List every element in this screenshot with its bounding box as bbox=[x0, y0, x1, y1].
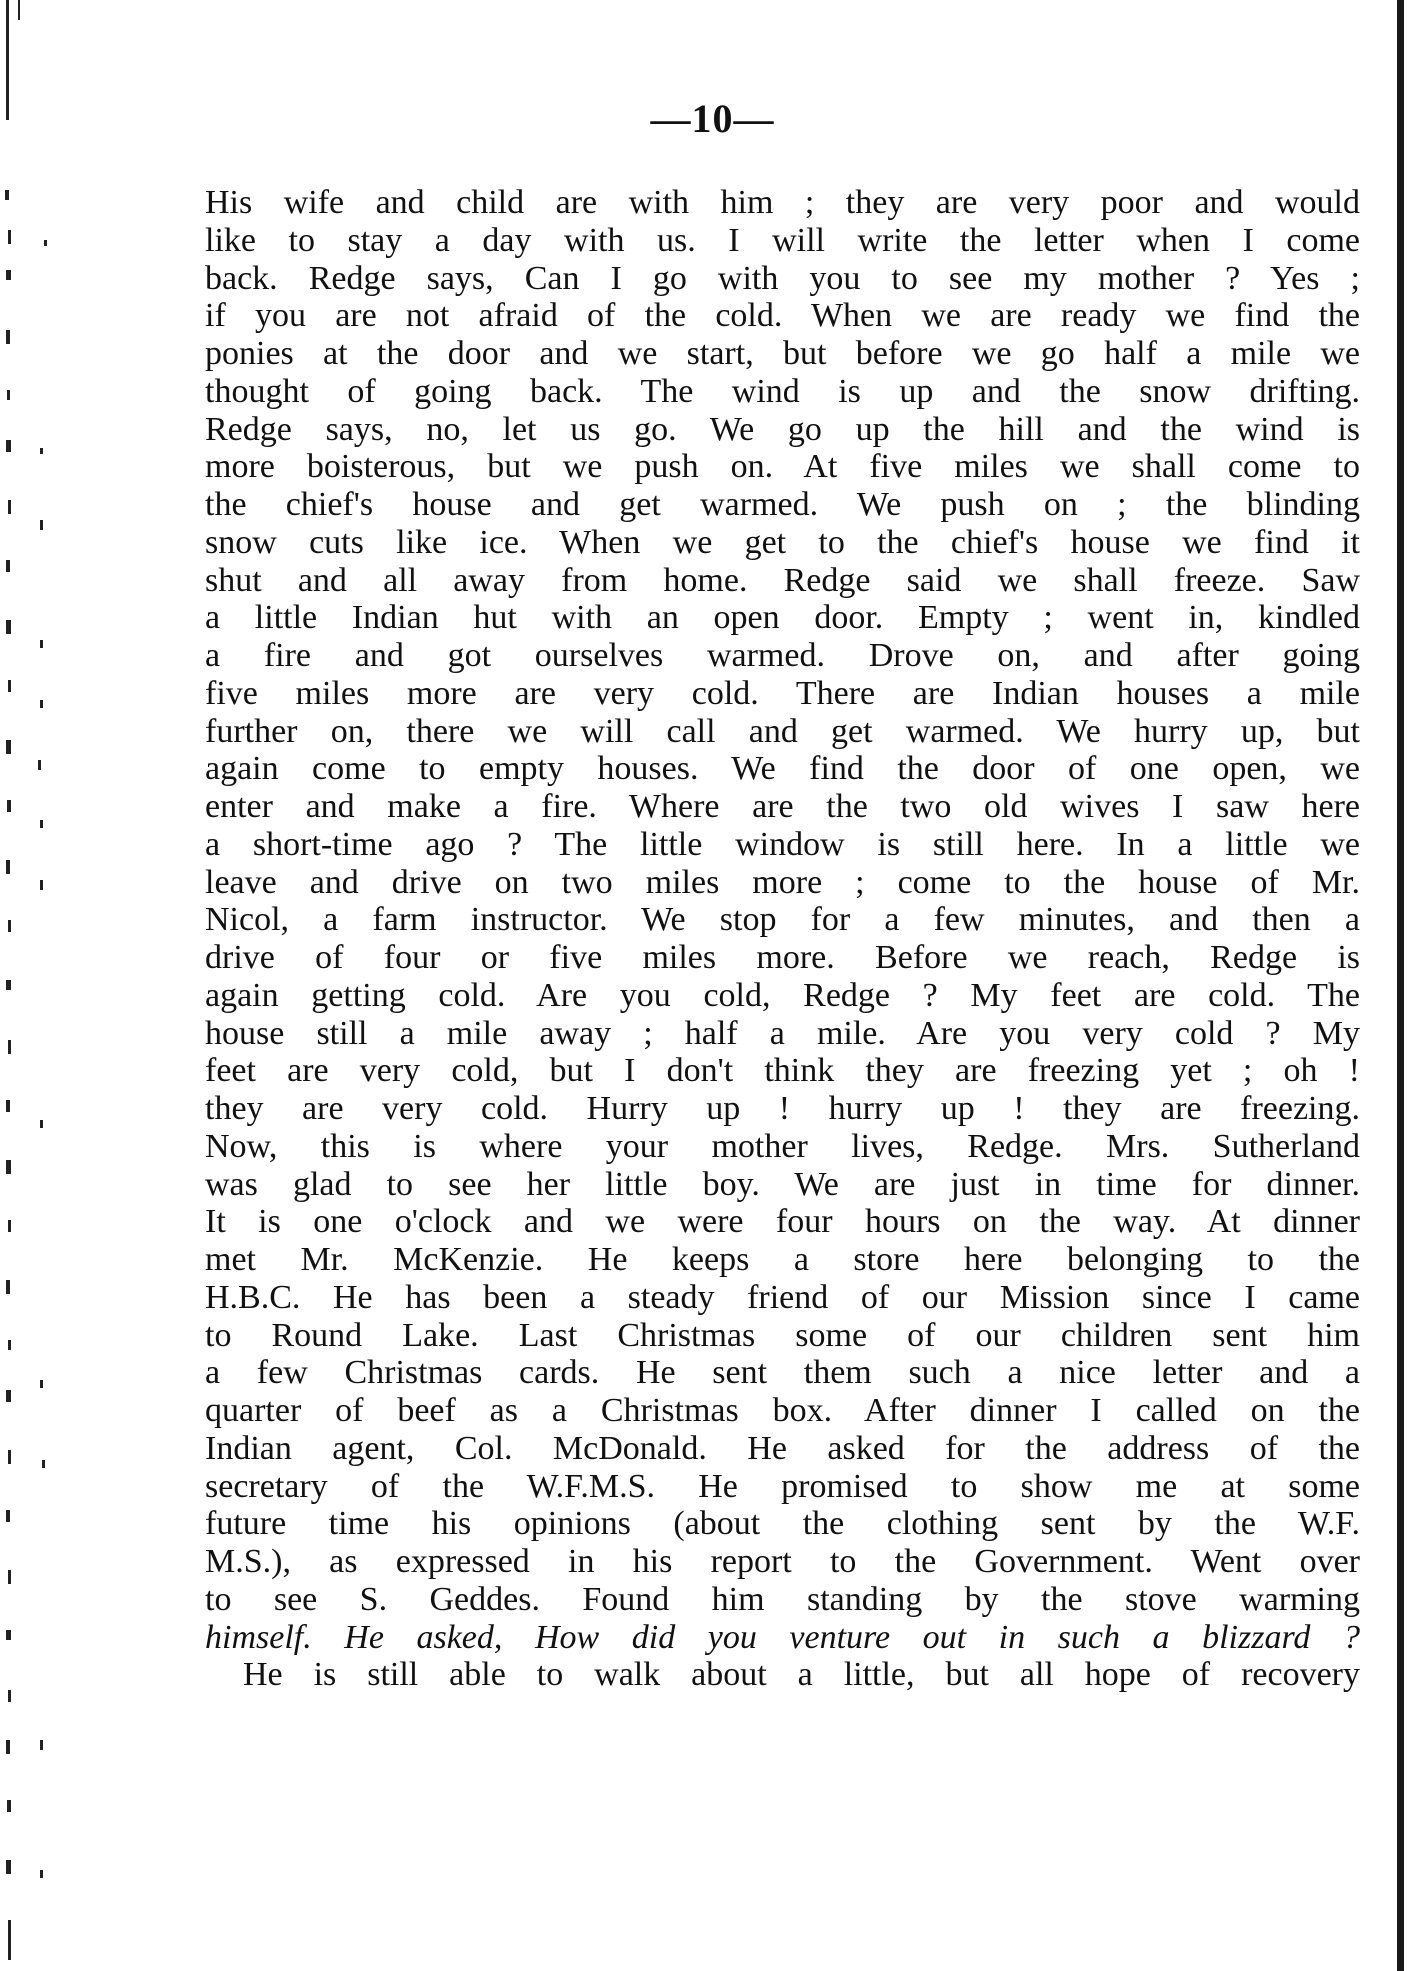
text-line: if you are not afraid of the cold. When we are ready we find the bbox=[205, 297, 1360, 335]
text-line: He is still able to walk about a little, but all hope of recovery bbox=[243, 1656, 1360, 1694]
text-line: feet are very cold, but I don't think they are freezing yet ; oh ! bbox=[205, 1052, 1360, 1090]
text-line: future time his opinions (about the clothing sent by the W.F. bbox=[205, 1505, 1360, 1543]
text-line: Now, this is where your mother lives, Redge. Mrs. Sutherland bbox=[205, 1127, 1360, 1165]
text-line: shut and all away from home. Redge said we shall freeze. Saw bbox=[205, 561, 1360, 599]
text-line: the chief's house and get warmed. We push on ; the blinding bbox=[205, 486, 1360, 523]
text-line: enter and make a fire. Where are the two old wives I saw here bbox=[205, 788, 1360, 825]
text-line: five miles more are very cold. There are Indian houses a mile bbox=[205, 674, 1360, 712]
text-line: thought of going back. The wind is up and the snow drifting. bbox=[205, 372, 1360, 410]
text-line: more boisterous, but we push on. At five miles we shall come to bbox=[205, 448, 1360, 486]
text-line: to Round Lake. Last Christmas some of our children sent him bbox=[205, 1316, 1360, 1354]
text-line: a little Indian hut with an open door. Empty ; went in, kindled bbox=[205, 599, 1360, 637]
text-line: like to stay a day with us. I will write the letter when I come bbox=[205, 221, 1360, 259]
text-line: they are very cold. Hurry up ! hurry up ! they are freezing. bbox=[205, 1090, 1360, 1127]
text-line: himself. He asked, How did you venture out in such a blizzard ? bbox=[205, 1618, 1360, 1656]
text-line: secretary of the W.F.M.S. He promised to show me at some bbox=[205, 1467, 1360, 1505]
body-text bbox=[205, 184, 1360, 1694]
text-line: snow cuts like ice. When we get to the chief's house we find it bbox=[205, 523, 1360, 561]
text-line: Nicol, a farm instructor. We stop for a few minutes, and then a bbox=[205, 901, 1360, 939]
text-line: further on, there we will call and get warmed. We hurry up, but bbox=[205, 712, 1360, 750]
text-line: a fire and got ourselves warmed. Drove on, and after going bbox=[205, 637, 1360, 674]
text-line: His wife and child are with him ; they are very poor and would bbox=[205, 184, 1360, 221]
text-line: ponies at the door and we start, but before we go half a mile we bbox=[205, 335, 1360, 372]
text-line: back. Redge says, Can I go with you to see my mother ? Yes ; bbox=[205, 259, 1360, 297]
text-line: leave and drive on two miles more ; come to the house of Mr. bbox=[205, 863, 1360, 901]
text-line: a few Christmas cards. He sent them such a nice letter and a bbox=[205, 1354, 1360, 1392]
text-line: Redge says, no, let us go. We go up the hill and the wind is bbox=[205, 410, 1360, 448]
text-line: drive of four or five miles more. Before we reach, Redge is bbox=[205, 939, 1360, 976]
text-line: H.B.C. He has been a steady friend of our Mission since I came bbox=[205, 1278, 1360, 1316]
page-edge-rule bbox=[1397, 0, 1404, 1971]
text-line: was glad to see her little boy. We are just in time for dinner. bbox=[205, 1165, 1360, 1203]
text-line: M.S.), as expressed in his report to the Government. Went over bbox=[205, 1543, 1360, 1580]
text-line: house still a mile away ; half a mile. Are you very cold ? My bbox=[205, 1014, 1360, 1052]
text-line: quarter of beef as a Christmas box. After dinner I called on the bbox=[205, 1392, 1360, 1429]
text-line: met Mr. McKenzie. He keeps a store here belonging to the bbox=[205, 1241, 1360, 1278]
page-number: —10— bbox=[650, 96, 775, 141]
text-line: again getting cold. Are you cold, Redge ? My feet are cold. The bbox=[205, 976, 1360, 1014]
scan-edge-marks bbox=[0, 0, 80, 1971]
text-line: Indian agent, Col. McDonald. He asked for the address of the bbox=[205, 1429, 1360, 1467]
text-line: to see S. Geddes. Found him standing by the stove warming bbox=[205, 1580, 1360, 1618]
text-line: again come to empty houses. We find the door of one open, we bbox=[205, 750, 1360, 788]
text-line: It is one o'clock and we were four hours on the way. At dinner bbox=[205, 1203, 1360, 1241]
text-line: a short-time ago ? The little window is still here. In a little we bbox=[205, 825, 1360, 863]
